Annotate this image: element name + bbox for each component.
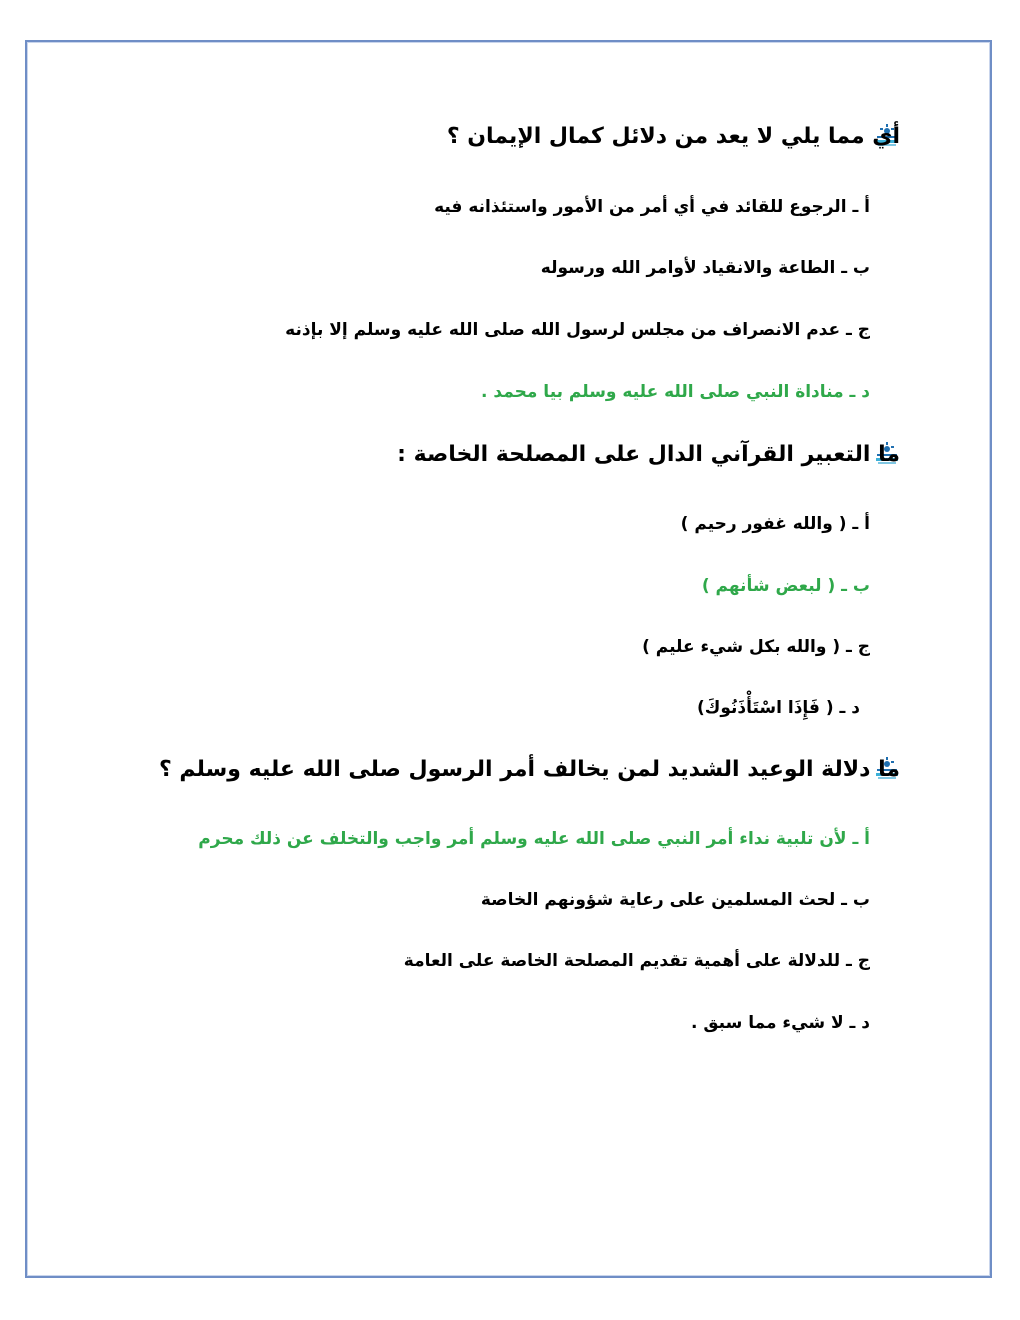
q1-option-c: ج ـ عدم الانصراف من مجلس لرسول الله صلى الله عليه وسلم إلا بإذنه <box>285 320 870 340</box>
q3-option-d: د ـ لا شيء مما سبق . <box>690 1013 870 1033</box>
q2-option-d: د ـ ( فَإِذَا اسْتَأْذَنُوكَ) <box>696 698 860 718</box>
q1-option-a: أ ـ الرجوع للقائد في أي أمر من الأمور واستئذانه فيه <box>434 197 870 217</box>
q3-option-a-correct: أ ـ لأن تلبية نداء أمر النبي صلى الله عليه وسلم أمر واجب والتخلف عن ذلك محرم <box>198 829 870 849</box>
q2-option-c: ج ـ ( والله بكل شيء عليم ) <box>642 637 870 657</box>
question-3: ما دلالة الوعيد الشديد لمن يخالف أمر الرسول صلى الله عليه وسلم ؟ <box>159 757 900 782</box>
question-1: أي مما يلي لا يعد من دلائل كمال الإيمان ؟ <box>446 124 900 149</box>
q2-option-b-correct: ب ـ ( لبعض شأنهم ) <box>701 576 870 596</box>
question-2: ما التعبير القرآني الدال على المصلحة الخاصة : <box>397 442 900 467</box>
q2-option-a: أ ـ ( والله غفور رحيم ) <box>680 514 870 534</box>
q1-option-d-correct: د ـ مناداة النبي صلى الله عليه وسلم بيا محمد . <box>481 382 870 402</box>
q3-option-c: ج ـ للدلالة على أهمية تقديم المصلحة الخاصة على العامة <box>403 951 870 971</box>
q3-option-b: ب ـ لحث المسلمين على رعاية شؤونهم الخاصة <box>480 890 870 910</box>
q1-option-b: ب ـ الطاعة والانقياد لأوامر الله ورسوله <box>540 258 870 278</box>
page-border <box>25 40 992 1278</box>
